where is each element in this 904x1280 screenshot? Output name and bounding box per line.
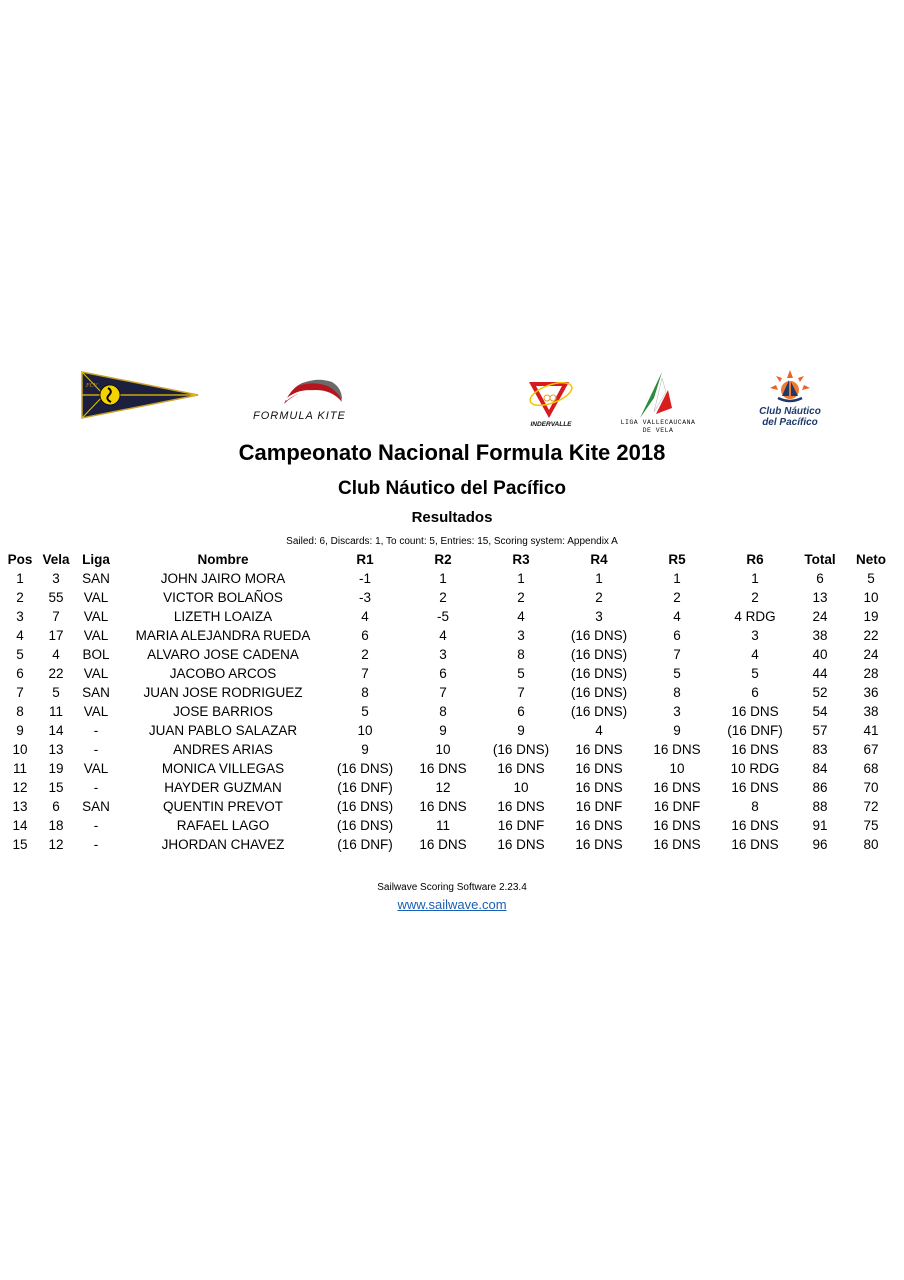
cell-nombre: LIZETH LOAIZA xyxy=(173,609,273,624)
cell-liga: VAL xyxy=(83,609,109,624)
cell-r4: (16 DNS) xyxy=(570,666,628,681)
svg-text:LIGA VALLECAUCANA: LIGA VALLECAUCANA xyxy=(620,419,696,426)
cell-r5: 4 xyxy=(673,609,681,624)
column-header-r5: R5 xyxy=(668,552,686,567)
cell-r3: 7 xyxy=(517,685,525,700)
cell-neto: 68 xyxy=(863,761,879,776)
results-table xyxy=(0,550,896,854)
cell-r2: 2 xyxy=(439,590,447,605)
cell-r5: 3 xyxy=(673,704,681,719)
club-nautico-del-pacifico-logo xyxy=(752,368,828,432)
liga-vallecaucana-logo xyxy=(596,368,720,434)
cell-r4: (16 DNS) xyxy=(570,647,628,662)
cell-r5: 6 xyxy=(673,628,681,643)
cell-r1: (16 DNS) xyxy=(336,761,394,776)
cell-nombre: HAYDER GUZMAN xyxy=(164,780,282,795)
table-row xyxy=(0,607,896,626)
cell-neto: 22 xyxy=(863,628,879,643)
cell-r2: 7 xyxy=(439,685,447,700)
cell-r3: 8 xyxy=(517,647,525,662)
cell-pos: 9 xyxy=(16,723,24,738)
cell-pos: 14 xyxy=(12,818,28,833)
cell-r2: 12 xyxy=(435,780,451,795)
club-subtitle: Club Náutico del Pacífico xyxy=(337,478,567,499)
page-title: Campeonato Nacional Formula Kite 2018 xyxy=(238,440,666,465)
cell-pos: 5 xyxy=(16,647,24,662)
cell-r2: 16 DNS xyxy=(419,761,467,776)
cell-r4: (16 DNS) xyxy=(570,628,628,643)
cell-neto: 70 xyxy=(863,780,879,795)
cell-vela: 18 xyxy=(48,818,64,833)
cell-liga: SAN xyxy=(82,799,110,814)
table-row xyxy=(0,778,896,797)
cell-neto: 5 xyxy=(867,571,875,586)
cell-total: 91 xyxy=(812,818,828,833)
cell-nombre: JACOBO ARCOS xyxy=(169,666,277,681)
cell-neto: 80 xyxy=(863,837,879,852)
cell-r1: 6 xyxy=(361,628,369,643)
cell-r1: -3 xyxy=(358,590,371,605)
cell-neto: 36 xyxy=(863,685,879,700)
cell-total: 83 xyxy=(812,742,828,757)
cell-pos: 15 xyxy=(12,837,28,852)
cell-r2: 4 xyxy=(439,628,447,643)
cell-r1: 7 xyxy=(361,666,369,681)
svg-text:del Pacífico: del Pacífico xyxy=(762,417,818,428)
cell-r5: 8 xyxy=(673,685,681,700)
cell-total: 6 xyxy=(816,571,824,586)
table-row xyxy=(0,759,896,778)
cell-vela: 22 xyxy=(48,666,64,681)
cell-neto: 75 xyxy=(863,818,879,833)
cell-r4: (16 DNS) xyxy=(570,704,628,719)
cell-total: 57 xyxy=(812,723,828,738)
cell-liga: VAL xyxy=(83,666,109,681)
column-header-r4: R4 xyxy=(590,552,608,567)
cell-nombre: JUAN JOSE RODRIGUEZ xyxy=(143,685,303,700)
cell-r2: 16 DNS xyxy=(419,837,467,852)
cell-r1: (16 DNF) xyxy=(337,837,393,852)
cell-vela: 5 xyxy=(52,685,60,700)
cell-r4: (16 DNS) xyxy=(570,685,628,700)
cell-r6: 16 DNS xyxy=(731,704,779,719)
cell-r5: 5 xyxy=(673,666,681,681)
column-header-r1: R1 xyxy=(356,552,374,567)
table-row xyxy=(0,740,896,759)
cell-total: 44 xyxy=(812,666,828,681)
cell-total: 96 xyxy=(812,837,828,852)
cell-r6: 16 DNS xyxy=(731,837,779,852)
svg-text:INDERVALLE: INDERVALLE xyxy=(530,421,572,428)
cell-vela: 11 xyxy=(48,704,63,719)
cell-vela: 19 xyxy=(48,761,64,776)
cell-neto: 72 xyxy=(863,799,879,814)
cell-neto: 67 xyxy=(863,742,879,757)
cell-vela: 13 xyxy=(48,742,64,757)
cell-r5: 1 xyxy=(673,571,681,586)
cell-pos: 3 xyxy=(16,609,24,624)
cell-r2: 11 xyxy=(435,818,450,833)
cell-vela: 14 xyxy=(48,723,64,738)
cell-r3: 5 xyxy=(517,666,525,681)
cell-r4: 2 xyxy=(595,590,603,605)
cell-nombre: ANDRES ARIAS xyxy=(173,742,273,757)
cell-r1: 4 xyxy=(361,609,369,624)
cell-total: 24 xyxy=(812,609,828,624)
cell-r5: 16 DNS xyxy=(653,818,701,833)
cell-liga: SAN xyxy=(82,685,110,700)
cell-neto: 41 xyxy=(863,723,879,738)
fcv-pennant-logo xyxy=(80,370,200,420)
cell-total: 40 xyxy=(812,647,828,662)
table-row xyxy=(0,835,896,854)
cell-vela: 7 xyxy=(52,609,60,624)
cell-pos: 13 xyxy=(12,799,28,814)
cell-total: 84 xyxy=(812,761,828,776)
cell-r4: 4 xyxy=(595,723,603,738)
cell-vela: 55 xyxy=(48,590,64,605)
table-row xyxy=(0,683,896,702)
cell-pos: 2 xyxy=(16,590,24,605)
cell-r3: (16 DNS) xyxy=(492,742,550,757)
cell-r6: 4 RDG xyxy=(734,609,776,624)
cell-r6: 1 xyxy=(751,571,759,586)
cell-neto: 10 xyxy=(863,590,879,605)
table-row xyxy=(0,645,896,664)
cell-r6: (16 DNF) xyxy=(727,723,783,738)
cell-r1: (16 DNS) xyxy=(336,818,394,833)
cell-r1: 10 xyxy=(357,723,373,738)
cell-r5: 16 DNS xyxy=(653,837,701,852)
cell-r3: 10 xyxy=(513,780,529,795)
cell-liga: - xyxy=(93,780,99,795)
cell-pos: 4 xyxy=(16,628,24,643)
cell-vela: 6 xyxy=(52,799,60,814)
table-row xyxy=(0,816,896,835)
cell-r4: 16 DNF xyxy=(575,799,623,814)
table-row xyxy=(0,797,896,816)
cell-r2: 1 xyxy=(439,571,447,586)
column-header-liga: Liga xyxy=(82,552,110,567)
cell-nombre: ALVARO JOSE CADENA xyxy=(147,647,299,662)
cell-total: 52 xyxy=(812,685,828,700)
cell-r4: 1 xyxy=(595,571,603,586)
cell-vela: 15 xyxy=(48,780,64,795)
cell-r6: 16 DNS xyxy=(731,742,779,757)
cell-r5: 16 DNS xyxy=(653,742,701,757)
cell-r6: 16 DNS xyxy=(731,780,779,795)
cell-liga: - xyxy=(93,818,99,833)
cell-r1: (16 DNF) xyxy=(337,780,393,795)
cell-liga: VAL xyxy=(83,704,109,719)
table-row xyxy=(0,721,896,740)
cell-r5: 7 xyxy=(673,647,681,662)
cell-r4: 3 xyxy=(595,609,603,624)
sponsor-logos xyxy=(0,368,904,438)
svg-text:FORMULA KITE: FORMULA KITE xyxy=(253,410,346,422)
table-header-row xyxy=(0,550,896,569)
cell-nombre: RAFAEL LAGO xyxy=(176,818,270,833)
table-row xyxy=(0,702,896,721)
cell-nombre: JUAN PABLO SALAZAR xyxy=(148,723,298,738)
cell-r6: 10 RDG xyxy=(730,761,780,776)
cell-nombre: MARIA ALEJANDRA RUEDA xyxy=(135,628,311,643)
column-header-pos: Pos xyxy=(7,552,33,567)
cell-liga: - xyxy=(93,837,99,852)
cell-r4: 16 DNS xyxy=(575,761,623,776)
cell-liga: VAL xyxy=(83,761,109,776)
cell-pos: 6 xyxy=(16,666,24,681)
cell-r1: 2 xyxy=(361,647,369,662)
cell-r6: 8 xyxy=(751,799,759,814)
cell-r6: 5 xyxy=(751,666,759,681)
cell-r3: 16 DNS xyxy=(497,761,545,776)
cell-total: 13 xyxy=(812,590,828,605)
cell-r1: 5 xyxy=(361,704,369,719)
cell-neto: 28 xyxy=(863,666,879,681)
cell-r6: 4 xyxy=(751,647,759,662)
cell-nombre: QUENTIN PREVOT xyxy=(162,799,283,814)
cell-neto: 38 xyxy=(863,704,879,719)
cell-liga: SAN xyxy=(82,571,110,586)
cell-vela: 12 xyxy=(48,837,64,852)
cell-r5: 16 DNS xyxy=(653,780,701,795)
svg-text:Club Náutico: Club Náutico xyxy=(759,406,821,417)
cell-pos: 10 xyxy=(12,742,28,757)
cell-r3: 3 xyxy=(517,628,525,643)
cell-r6: 3 xyxy=(751,628,759,643)
column-header-neto: Neto xyxy=(856,552,886,567)
cell-r6: 16 DNS xyxy=(731,818,779,833)
cell-r3: 16 DNS xyxy=(497,799,545,814)
cell-r1: 8 xyxy=(361,685,369,700)
cell-r4: 16 DNS xyxy=(575,837,623,852)
cell-r5: 2 xyxy=(673,590,681,605)
cell-r3: 9 xyxy=(517,723,525,738)
cell-nombre: JOHN JAIRO MORA xyxy=(160,571,286,586)
cell-r4: 16 DNS xyxy=(575,780,623,795)
cell-pos: 8 xyxy=(16,704,24,719)
cell-r3: 16 DNS xyxy=(497,837,545,852)
cell-r3: 16 DNF xyxy=(497,818,545,833)
column-header-nombre: Nombre xyxy=(197,552,249,567)
cell-liga: VAL xyxy=(83,628,109,643)
table-row xyxy=(0,569,896,588)
indervalle-logo xyxy=(525,376,577,432)
software-credit: Sailwave Scoring Software 2.23.4 xyxy=(377,882,527,893)
cell-pos: 7 xyxy=(16,685,24,700)
cell-r5: 16 DNF xyxy=(653,799,701,814)
cell-pos: 1 xyxy=(16,571,24,586)
formula-kite-logo xyxy=(250,372,375,424)
cell-r5: 10 xyxy=(669,761,685,776)
section-heading: Resultados xyxy=(411,509,493,526)
cell-r2: 9 xyxy=(439,723,447,738)
table-row xyxy=(0,626,896,645)
cell-pos: 12 xyxy=(12,780,28,795)
cell-r3: 6 xyxy=(517,704,525,719)
cell-r2: -5 xyxy=(436,609,449,624)
cell-r2: 6 xyxy=(439,666,447,681)
cell-r4: 16 DNS xyxy=(575,742,623,757)
column-header-total: Total xyxy=(804,552,836,567)
column-header-r6: R6 xyxy=(746,552,764,567)
svg-text:FCV: FCV xyxy=(86,383,98,389)
cell-neto: 19 xyxy=(863,609,879,624)
scoring-summary: Sailed: 6, Discards: 1, To count: 5, Entries: 15, Scoring system: Appendix A xyxy=(286,536,618,547)
cell-nombre: MONICA VILLEGAS xyxy=(161,761,285,776)
cell-r3: 1 xyxy=(517,571,525,586)
cell-r6: 2 xyxy=(751,590,759,605)
column-header-r3: R3 xyxy=(512,552,530,567)
cell-total: 86 xyxy=(812,780,828,795)
table-row xyxy=(0,588,896,607)
cell-r1: 9 xyxy=(361,742,369,757)
cell-liga: BOL xyxy=(82,647,110,662)
results-body xyxy=(0,569,896,854)
sailwave-link[interactable]: www.sailwave.com xyxy=(397,897,507,912)
cell-pos: 11 xyxy=(12,761,27,776)
column-header-vela: Vela xyxy=(42,552,70,567)
cell-total: 54 xyxy=(812,704,828,719)
cell-r2: 10 xyxy=(435,742,451,757)
sailwave-link-container xyxy=(0,897,904,912)
cell-r3: 4 xyxy=(517,609,525,624)
cell-r6: 6 xyxy=(751,685,759,700)
cell-r3: 2 xyxy=(517,590,525,605)
cell-r4: 16 DNS xyxy=(575,818,623,833)
cell-liga: VAL xyxy=(83,590,109,605)
cell-r1: -1 xyxy=(358,571,371,586)
cell-vela: 17 xyxy=(48,628,64,643)
cell-r2: 16 DNS xyxy=(419,799,467,814)
cell-r1: (16 DNS) xyxy=(336,799,394,814)
table-row xyxy=(0,664,896,683)
cell-vela: 4 xyxy=(52,647,60,662)
cell-r5: 9 xyxy=(673,723,681,738)
column-header-r2: R2 xyxy=(434,552,452,567)
cell-r2: 3 xyxy=(439,647,447,662)
cell-nombre: JOSE BARRIOS xyxy=(173,704,273,719)
svg-text:DE VELA: DE VELA xyxy=(642,427,674,434)
cell-vela: 3 xyxy=(52,571,60,586)
cell-total: 38 xyxy=(812,628,828,643)
cell-r2: 8 xyxy=(439,704,447,719)
cell-total: 88 xyxy=(812,799,828,814)
cell-neto: 24 xyxy=(863,647,879,662)
cell-nombre: VICTOR BOLAÑOS xyxy=(163,590,283,605)
cell-liga: - xyxy=(93,742,99,757)
cell-liga: - xyxy=(93,723,99,738)
cell-nombre: JHORDAN CHAVEZ xyxy=(161,837,285,852)
